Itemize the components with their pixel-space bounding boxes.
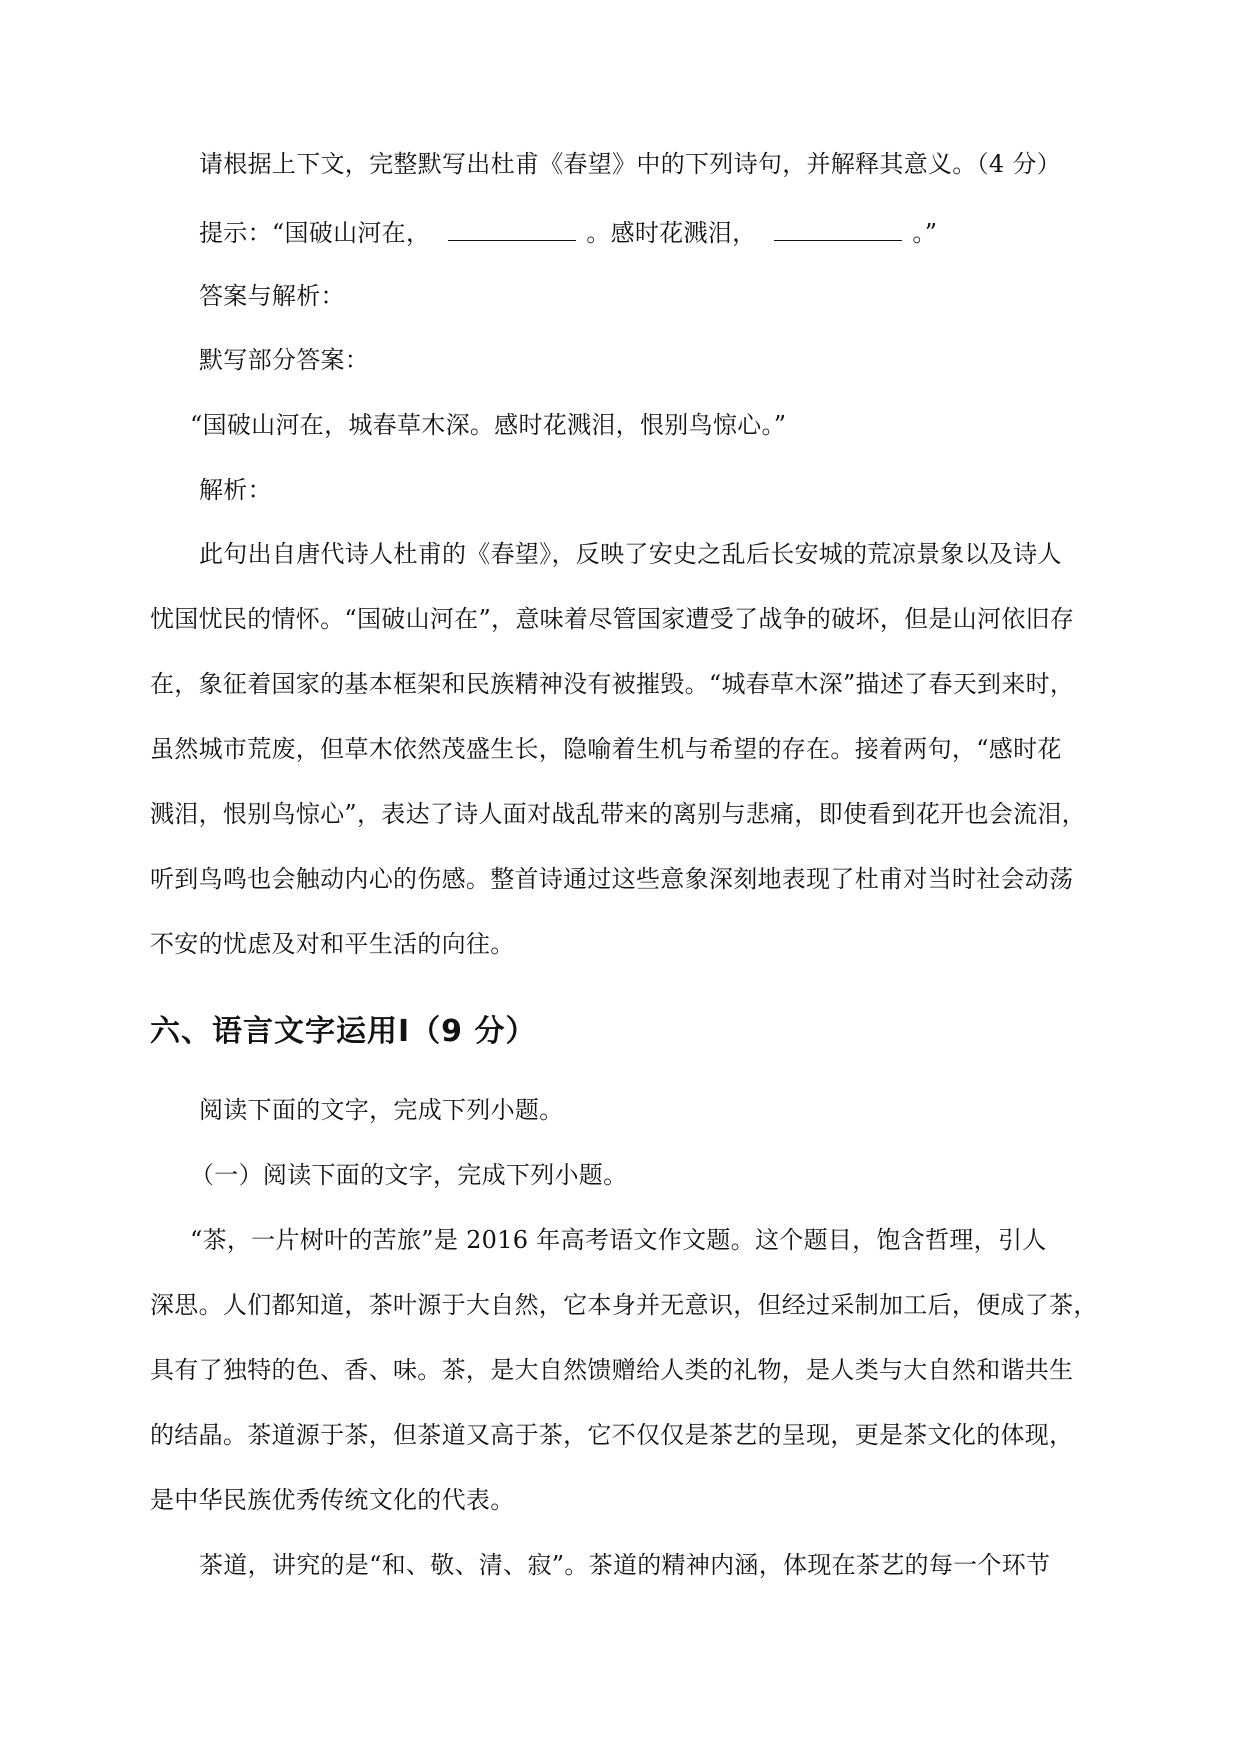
passage-line: 的结晶。茶道源于茶，但茶道又高于茶，它不仅仅是茶艺的呈现，更是茶文化的体现， <box>150 1421 1074 1449</box>
analysis-line: 溅泪，恨别鸟惊心”，表达了诗人面对战乱带来的离别与悲痛，即使看到花开也会流泪， <box>150 800 1086 828</box>
analysis-line: 虽然城市荒废，但草木依然茂盛生长，隐喻着生机与希望的存在。接着两句，“感时花 <box>150 735 1062 763</box>
passage-line: 茶道，讲究的是“和、敬、清、寂”。茶道的精神内涵，体现在茶艺的每一个环节 <box>199 1551 1051 1579</box>
passage-line: 深思。人们都知道，茶叶源于大自然，它本身并无意识，但经过采制加工后，便成了茶， <box>150 1291 1098 1319</box>
passage-line: 具有了独特的色、香、味。茶，是大自然馈赠给人类的礼物，是人类与大自然和谐共生 <box>150 1356 1074 1384</box>
answer-part-label: 默写部分答案： <box>199 346 370 374</box>
sub-instruction: （一）阅读下面的文字，完成下列小题。 <box>190 1161 628 1189</box>
analysis-line: 不安的忧虑及对和平生活的向往。 <box>150 930 515 958</box>
analysis-label: 解析： <box>199 476 272 504</box>
section-heading: 六、语言文字运用Ⅰ（9 分） <box>150 1014 537 1049</box>
hint-middle: 。感时花溅泪， <box>586 219 757 247</box>
analysis-line: 忧国忧民的情怀。“国破山河在”，意味着尽管国家遭受了战争的破坏，但是山河依旧存 <box>150 605 1075 633</box>
analysis-line: 此句出自唐代诗人杜甫的《春望》，反映了安史之乱后长安城的荒凉景象以及诗人 <box>199 540 1062 568</box>
answer-heading: 答案与解析： <box>199 282 345 310</box>
fill-blank-1[interactable] <box>448 218 576 241</box>
analysis-line: 在，象征着国家的基本框架和民族精神没有被摧毁。“城春草木深”描述了春天到来时， <box>150 670 1075 698</box>
passage-line: 是中华民族优秀传统文化的代表。 <box>150 1486 515 1514</box>
analysis-line: 听到鸟鸣也会触动内心的伤感。整首诗通过这些意象深刻地表现了杜甫对当时社会动荡 <box>150 865 1074 893</box>
passage-line: “茶，一片树叶的苦旅”是 2016 年高考语文作文题。这个题目，饱含哲理，引人 <box>190 1226 1047 1254</box>
question-prompt: 请根据上下文，完整默写出杜甫《春望》中的下列诗句，并解释其意义。（4 分） <box>199 150 1061 178</box>
section-instruction: 阅读下面的文字，完成下列小题。 <box>199 1096 564 1124</box>
fill-blank-2[interactable] <box>774 218 902 241</box>
hint-suffix: 。” <box>912 219 938 247</box>
question-hint <box>199 218 937 248</box>
hint-prefix: 提示：“国破山河在， <box>199 219 431 247</box>
answer-text: “国破山河在，城春草木深。感时花溅泪，恨别鸟惊心。” <box>190 411 787 439</box>
